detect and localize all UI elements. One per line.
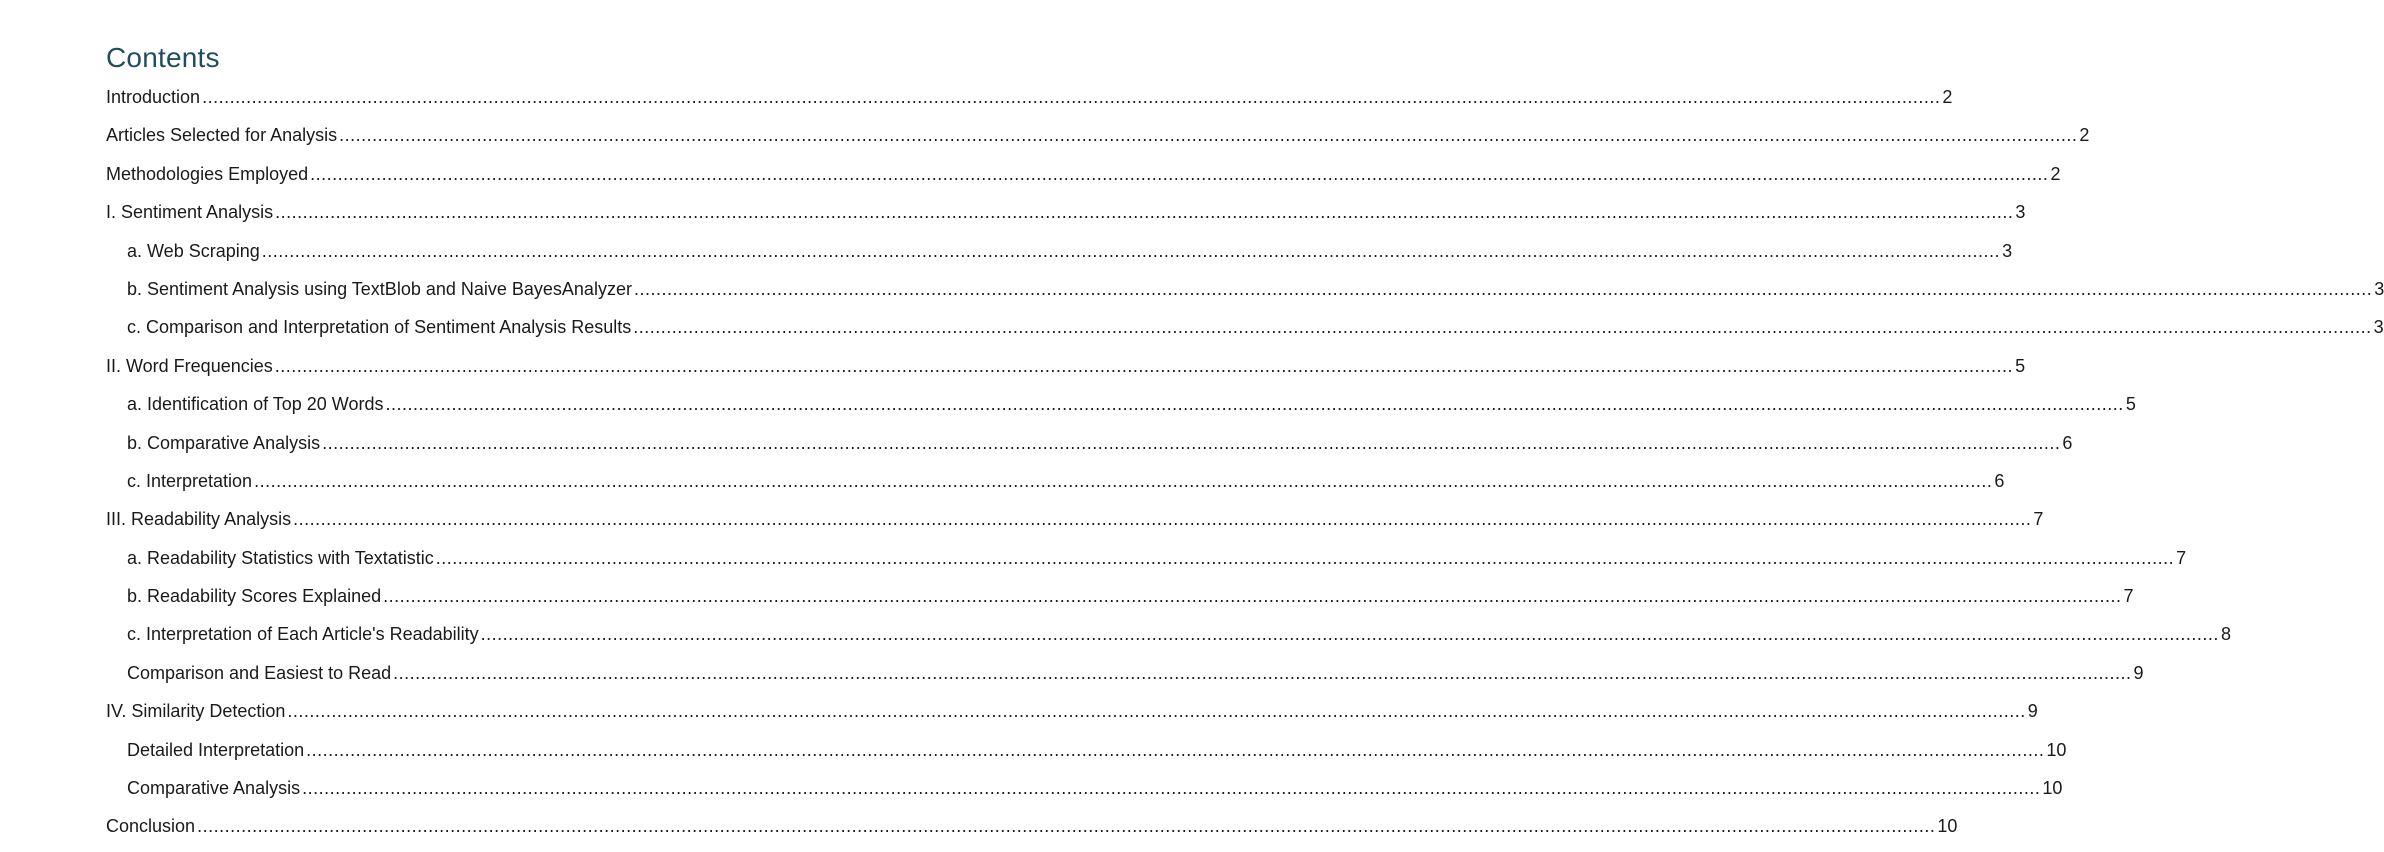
toc-entry-title: Articles Selected for Analysis (106, 125, 338, 146)
toc-entry[interactable] (106, 468, 2005, 506)
toc-page-number: 9 (2133, 662, 2144, 683)
toc-entry[interactable] (106, 314, 2384, 352)
toc-page-number: 10 (2046, 739, 2067, 760)
toc-entry[interactable] (106, 813, 1958, 851)
toc-entry[interactable] (106, 583, 2134, 621)
toc-entry-title: Introduction (106, 87, 201, 107)
toc-entry[interactable] (106, 660, 2144, 698)
toc-entry-title: b. Sentiment Analysis using TextBlob and Naive BayesAnalyzer (127, 278, 632, 299)
toc-dot-leader (275, 199, 2013, 225)
toc-entry-title: b. Comparative Analysis (127, 432, 321, 453)
toc-page-number: 10 (1937, 816, 1958, 837)
toc-entry-title: I. Sentiment Analysis (106, 202, 274, 223)
toc-dot-leader (481, 621, 2219, 647)
toc-entry-title: Comparison and Easiest to Read (127, 662, 392, 683)
toc-entry-title: Detailed Interpretation (127, 739, 305, 760)
toc-entry-title: III. Readability Analysis (106, 509, 292, 530)
toc-entry[interactable] (106, 621, 2231, 659)
toc-entry[interactable] (106, 698, 2038, 736)
toc-dot-leader (633, 314, 2371, 340)
toc-entry-title: Comparative Analysis (127, 778, 301, 799)
toc-dot-leader (310, 161, 2048, 187)
toc-dot-leader (386, 391, 2124, 417)
toc-dot-leader (393, 660, 2131, 686)
toc-dot-leader (634, 276, 2372, 302)
toc-dot-leader (322, 430, 2060, 456)
toc-entry[interactable] (106, 737, 2067, 775)
toc-page-number: 10 (2042, 778, 2063, 799)
toc-entry-title: c. Interpretation (127, 470, 253, 491)
toc-page-number: 6 (2062, 432, 2073, 453)
toc-dot-leader (302, 775, 2040, 801)
toc-entry-title: c. Comparison and Interpretation of Sentiment Analysis Results (127, 317, 632, 338)
toc-entry-title: IV. Similarity Detection (106, 701, 286, 722)
toc-heading: Contents (106, 42, 220, 73)
toc-dot-leader (293, 506, 2031, 532)
toc-page-number: 7 (2123, 586, 2134, 607)
toc-page-number: 8 (2220, 624, 2231, 645)
toc-page-number: 5 (2125, 394, 2136, 415)
toc-page-number: 7 (2033, 509, 2044, 530)
toc-dot-leader (339, 122, 2077, 148)
toc-dot-leader (287, 698, 2025, 724)
toc-dot-leader (383, 583, 2121, 609)
table-of-contents (106, 84, 2384, 852)
toc-entry-title: a. Identification of Top 20 Words (127, 394, 384, 415)
toc-page-number: 3 (2374, 278, 2384, 299)
toc-entry-title: Methodologies Employed (106, 163, 309, 184)
toc-page-number: 3 (2015, 202, 2026, 223)
toc-entry[interactable] (106, 276, 2384, 314)
toc-page-number: 3 (2373, 317, 2384, 338)
toc-page-number: 2 (1942, 87, 1953, 107)
toc-entry-title: a. Web Scraping (127, 240, 260, 261)
toc-page-number: 7 (2176, 547, 2187, 568)
toc-entry[interactable] (106, 353, 2026, 391)
toc-entry-title: II. Word Frequencies (106, 355, 273, 376)
toc-entry[interactable] (106, 238, 2013, 276)
toc-page-number: 9 (2027, 701, 2038, 722)
toc-entry-title: Conclusion (106, 816, 196, 837)
toc-entry-title: c. Interpretation of Each Article's Readability (127, 624, 479, 645)
toc-entry[interactable] (106, 84, 1953, 122)
toc-entry[interactable] (106, 430, 2073, 468)
toc-entry[interactable] (106, 122, 2090, 160)
toc-entry-title: a. Readability Statistics with Textatistic (127, 547, 434, 568)
toc-page-number: 5 (2015, 355, 2026, 376)
toc-dot-leader (436, 545, 2174, 571)
toc-dot-leader (275, 353, 2013, 379)
toc-entry-title: b. Readability Scores Explained (127, 586, 382, 607)
toc-entry[interactable] (106, 775, 2063, 813)
toc-dot-leader (254, 468, 1992, 494)
toc-dot-leader (262, 238, 2000, 264)
toc-page-number: 2 (2050, 163, 2061, 184)
toc-page-number: 6 (1994, 470, 2005, 491)
toc-entry[interactable] (106, 545, 2187, 583)
toc-page-number: 2 (2079, 125, 2090, 146)
toc-dot-leader (306, 737, 2044, 763)
toc-entry[interactable] (106, 506, 2044, 544)
toc-dot-leader (202, 84, 1940, 110)
toc-entry[interactable] (106, 391, 2136, 429)
toc-dot-leader (197, 813, 1935, 839)
toc-page-number: 3 (2002, 240, 2013, 261)
toc-entry[interactable] (106, 161, 2061, 199)
toc-entry[interactable] (106, 199, 2026, 237)
